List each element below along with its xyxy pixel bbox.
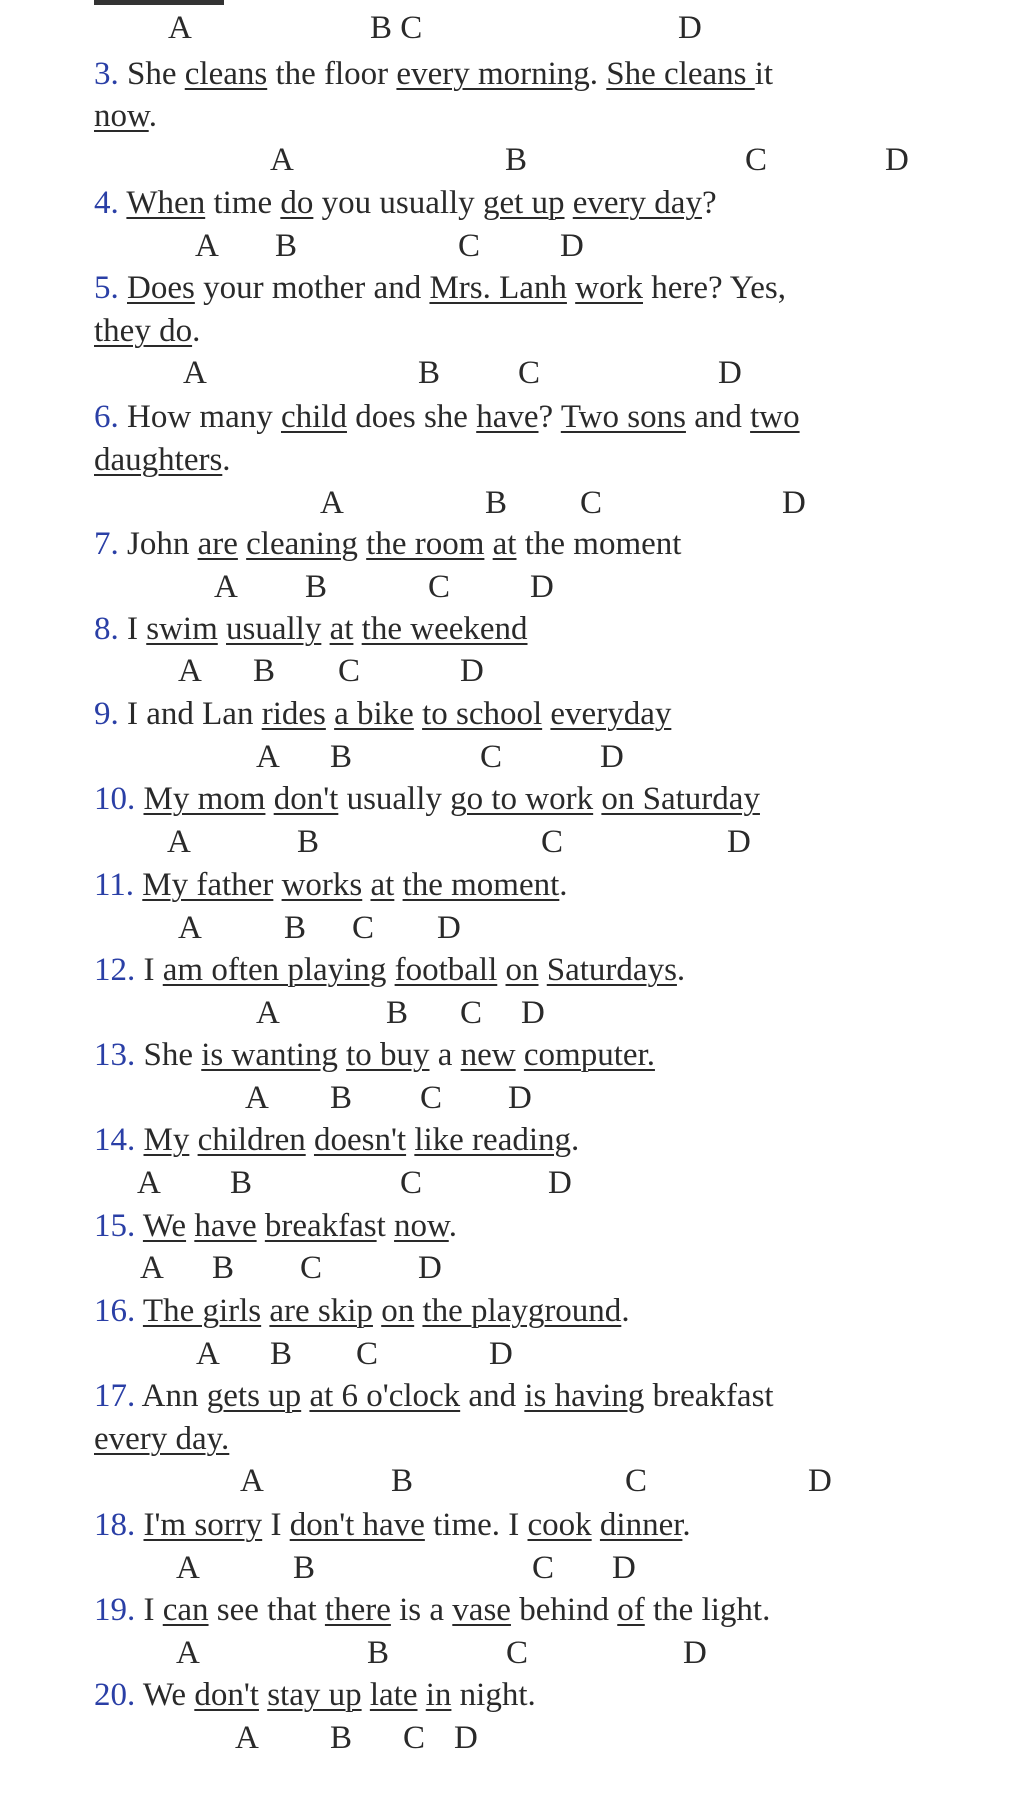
underlined-phrase: new bbox=[460, 1037, 516, 1073]
option-a: A bbox=[140, 1250, 164, 1286]
option-b: B bbox=[293, 1550, 316, 1586]
option-a: A bbox=[240, 1463, 264, 1499]
option-c: C bbox=[625, 1463, 648, 1499]
underlined-phrase: the room bbox=[366, 526, 485, 562]
underlined-phrase: work bbox=[575, 270, 643, 306]
sentence-text: night. bbox=[451, 1677, 536, 1713]
underlined-phrase: rides bbox=[261, 696, 326, 732]
sentence-text bbox=[516, 1037, 524, 1073]
question-continuation bbox=[94, 96, 157, 136]
option-b: B bbox=[253, 653, 276, 689]
question-number: 14. bbox=[94, 1122, 136, 1158]
underlined-phrase: My bbox=[143, 1122, 190, 1158]
sentence-text: t bbox=[376, 1208, 395, 1244]
underlined-phrase: swim bbox=[146, 611, 218, 647]
option-a: A bbox=[245, 1080, 269, 1116]
sentence-text: your mother and bbox=[194, 270, 430, 306]
underlined-phrase: do bbox=[280, 185, 314, 221]
option-d: D bbox=[727, 824, 751, 860]
underlined-phrase: breakfas bbox=[264, 1208, 377, 1244]
underlined-phrase: don't bbox=[273, 781, 339, 817]
question-continuation bbox=[94, 440, 231, 480]
question-number: 13. bbox=[94, 1037, 136, 1073]
sentence-text: the light. bbox=[644, 1592, 771, 1628]
option-c: C bbox=[480, 739, 503, 775]
option-letters bbox=[0, 226, 1024, 266]
question-12 bbox=[94, 950, 685, 990]
sentence-text bbox=[135, 1507, 143, 1543]
underlined-phrase: the weekend bbox=[361, 611, 528, 647]
sentence-text: a bbox=[429, 1037, 461, 1073]
option-c: C bbox=[506, 1635, 529, 1671]
sentence-text bbox=[119, 270, 127, 306]
sentence-text: you usually bbox=[313, 185, 483, 221]
option-a: A bbox=[167, 824, 191, 860]
option-bc: B C bbox=[370, 10, 423, 46]
question-19 bbox=[94, 1590, 770, 1630]
option-b: B bbox=[386, 995, 409, 1031]
sentence-text: . bbox=[676, 952, 686, 988]
option-letters bbox=[0, 353, 1024, 393]
option-a: A bbox=[178, 910, 202, 946]
underlined-phrase: on bbox=[381, 1293, 415, 1329]
question-number: 18. bbox=[94, 1507, 136, 1543]
question-4 bbox=[94, 183, 717, 223]
option-letters bbox=[0, 1633, 1024, 1673]
underlined-phrase: everyday bbox=[550, 696, 672, 732]
question-7 bbox=[94, 524, 681, 564]
sentence-text: here? Yes, bbox=[643, 270, 786, 306]
option-d: D bbox=[683, 1635, 707, 1671]
question-number: 20. bbox=[94, 1677, 136, 1713]
underlined-phrase: to buy bbox=[346, 1037, 430, 1073]
sentence-text bbox=[567, 270, 575, 306]
option-a: A bbox=[137, 1165, 161, 1201]
sentence-text bbox=[394, 867, 402, 903]
option-letters bbox=[0, 908, 1024, 948]
underlined-phrase: at bbox=[329, 611, 354, 647]
sentence-text bbox=[273, 867, 281, 903]
underlined-phrase: to school bbox=[422, 696, 543, 732]
question-15 bbox=[94, 1206, 457, 1246]
sentence-text bbox=[218, 611, 226, 647]
underlined-phrase: have bbox=[194, 1208, 257, 1244]
option-b: B bbox=[391, 1463, 414, 1499]
underlined-phrase: I'm sorry bbox=[143, 1507, 263, 1543]
underlined-phrase: child bbox=[280, 399, 347, 435]
underlined-phrase: every morning bbox=[396, 56, 590, 92]
option-d: D bbox=[548, 1165, 572, 1201]
question-number: 3. bbox=[94, 56, 119, 92]
option-b: B bbox=[330, 739, 353, 775]
option-c: C bbox=[428, 569, 451, 605]
option-b: B bbox=[305, 569, 328, 605]
sentence-text: I and Lan bbox=[118, 696, 262, 732]
sentence-text bbox=[306, 1122, 314, 1158]
sentence-text: breakfast bbox=[644, 1378, 774, 1414]
underlined-phrase: are bbox=[197, 526, 238, 562]
question-number: 19. bbox=[94, 1592, 136, 1628]
sentence-text bbox=[497, 952, 505, 988]
option-letters bbox=[0, 1461, 1024, 1501]
option-a: A bbox=[183, 355, 207, 391]
option-d: D bbox=[530, 569, 554, 605]
underlined-phrase: Does bbox=[127, 270, 195, 306]
sentence-text: . bbox=[559, 867, 568, 903]
option-a: A bbox=[320, 485, 344, 521]
option-a: A bbox=[176, 1635, 200, 1671]
question-number: 12. bbox=[94, 952, 136, 988]
underlined-phrase: cook bbox=[527, 1507, 592, 1543]
sentence-text: time bbox=[205, 185, 281, 221]
sentence-text bbox=[338, 1037, 346, 1073]
option-letters bbox=[0, 993, 1024, 1033]
option-d: D bbox=[885, 142, 909, 178]
underlined-phrase: a bike bbox=[334, 696, 414, 732]
option-d: D bbox=[437, 910, 461, 946]
underlined-phrase: am often playing bbox=[162, 952, 387, 988]
option-c: C bbox=[352, 910, 375, 946]
option-d: D bbox=[454, 1720, 478, 1756]
sentence-text: see that bbox=[208, 1592, 325, 1628]
sentence-text: . bbox=[192, 313, 201, 349]
underlined-phrase: doesn't bbox=[313, 1122, 407, 1158]
sentence-text bbox=[189, 1122, 197, 1158]
option-c: C bbox=[580, 485, 603, 521]
option-letters bbox=[0, 483, 1024, 523]
sentence-text bbox=[135, 781, 143, 817]
sentence-text: is a bbox=[390, 1592, 453, 1628]
option-d: D bbox=[612, 1550, 636, 1586]
option-b: B bbox=[485, 485, 508, 521]
underlined-phrase: gets up bbox=[206, 1378, 302, 1414]
option-b: B bbox=[505, 142, 528, 178]
sentence-text bbox=[257, 1208, 265, 1244]
option-a: A bbox=[176, 1550, 200, 1586]
question-number: 11. bbox=[94, 867, 135, 903]
option-d: D bbox=[489, 1336, 513, 1372]
underlined-phrase: are skip bbox=[269, 1293, 373, 1329]
underlined-phrase: daughters bbox=[94, 442, 223, 478]
underlined-phrase: on bbox=[505, 952, 539, 988]
option-a: A bbox=[270, 142, 294, 178]
option-letters bbox=[0, 1334, 1024, 1374]
question-11 bbox=[94, 865, 568, 905]
option-b: B bbox=[270, 1336, 293, 1372]
underlined-phrase: like reading bbox=[414, 1122, 572, 1158]
sentence-text bbox=[358, 526, 366, 562]
sentence-text bbox=[592, 1507, 600, 1543]
sentence-text bbox=[135, 1122, 143, 1158]
option-b: B bbox=[367, 1635, 390, 1671]
sentence-text: ? bbox=[538, 399, 561, 435]
underlined-phrase: in bbox=[425, 1677, 452, 1713]
underlined-phrase: football bbox=[394, 952, 498, 988]
sentence-text bbox=[362, 1677, 370, 1713]
option-letters bbox=[0, 1163, 1024, 1203]
top-rule bbox=[94, 0, 224, 5]
underlined-phrase: two bbox=[750, 399, 800, 435]
underlined-phrase: cleaning bbox=[246, 526, 358, 562]
underlined-phrase: the moment bbox=[402, 867, 560, 903]
question-13 bbox=[94, 1035, 655, 1075]
question-14 bbox=[94, 1120, 579, 1160]
option-a: A bbox=[195, 228, 219, 264]
question-17 bbox=[94, 1376, 774, 1416]
option-a: A bbox=[235, 1720, 259, 1756]
underlined-phrase: She cleans bbox=[606, 56, 755, 92]
sentence-text: . bbox=[448, 1208, 457, 1244]
sentence-text bbox=[259, 1677, 267, 1713]
option-c: C bbox=[300, 1250, 323, 1286]
option-letters bbox=[0, 1078, 1024, 1118]
sentence-text: and bbox=[460, 1378, 525, 1414]
option-letters bbox=[0, 1718, 1024, 1758]
sentence-text: . bbox=[222, 442, 231, 478]
option-d: D bbox=[808, 1463, 832, 1499]
option-letters bbox=[0, 1548, 1024, 1588]
sentence-text: I bbox=[135, 952, 163, 988]
underlined-phrase: We bbox=[142, 1208, 187, 1244]
underlined-phrase: at 6 o'clock bbox=[309, 1378, 461, 1414]
underlined-phrase: is wanting bbox=[201, 1037, 338, 1073]
underlined-phrase: late bbox=[369, 1677, 418, 1713]
underlined-phrase: don't have bbox=[289, 1507, 425, 1543]
sentence-text: Ann bbox=[135, 1378, 207, 1414]
underlined-phrase: children bbox=[197, 1122, 306, 1158]
option-d: D bbox=[418, 1250, 442, 1286]
option-letters bbox=[0, 651, 1024, 691]
underlined-phrase: stay up bbox=[267, 1677, 362, 1713]
option-d: D bbox=[600, 739, 624, 775]
underlined-phrase: every day. bbox=[94, 1421, 230, 1457]
option-c: C bbox=[458, 228, 481, 264]
option-c: C bbox=[420, 1080, 443, 1116]
sentence-text: I bbox=[118, 611, 147, 647]
option-d: D bbox=[508, 1080, 532, 1116]
option-b: B bbox=[275, 228, 298, 264]
underlined-phrase: now bbox=[94, 98, 149, 134]
option-d: D bbox=[460, 653, 484, 689]
option-a: A bbox=[196, 1336, 220, 1372]
option-letters bbox=[0, 737, 1024, 777]
option-a: A bbox=[214, 569, 238, 605]
question-continuation bbox=[94, 311, 200, 351]
underlined-phrase: Two sons bbox=[560, 399, 686, 435]
underlined-phrase: every day bbox=[572, 185, 702, 221]
question-3 bbox=[94, 54, 773, 94]
option-b: B bbox=[330, 1720, 353, 1756]
underlined-phrase: can bbox=[162, 1592, 209, 1628]
sentence-text: She bbox=[118, 56, 185, 92]
option-d: D bbox=[782, 485, 806, 521]
option-d: D bbox=[678, 10, 702, 46]
underlined-phrase: at bbox=[492, 526, 517, 562]
sentence-text bbox=[414, 696, 422, 732]
option-c: C bbox=[460, 995, 483, 1031]
sentence-text: I bbox=[135, 1592, 163, 1628]
sentence-text bbox=[265, 781, 273, 817]
option-a: A bbox=[168, 10, 192, 46]
sentence-text: John bbox=[118, 526, 198, 562]
option-letters-top bbox=[0, 8, 1024, 48]
option-d: D bbox=[560, 228, 584, 264]
sentence-text bbox=[418, 1677, 426, 1713]
option-b: B bbox=[284, 910, 307, 946]
underlined-phrase: Saturdays bbox=[546, 952, 677, 988]
sentence-text: the floor bbox=[267, 56, 397, 92]
question-number: 5. bbox=[94, 270, 119, 306]
underlined-phrase: is having bbox=[524, 1378, 645, 1414]
sentence-text: I bbox=[262, 1507, 290, 1543]
sentence-text bbox=[373, 1293, 381, 1329]
option-b: B bbox=[330, 1080, 353, 1116]
sentence-text bbox=[135, 1208, 143, 1244]
question-number: 7. bbox=[94, 526, 119, 562]
sentence-text bbox=[326, 696, 334, 732]
sentence-text bbox=[238, 526, 246, 562]
sentence-text bbox=[386, 952, 394, 988]
sentence-text: and bbox=[685, 399, 751, 435]
question-6 bbox=[94, 397, 800, 437]
underlined-phrase: vase bbox=[452, 1592, 511, 1628]
sentence-text: How many bbox=[118, 399, 281, 435]
option-a: A bbox=[256, 739, 280, 775]
question-number: 15. bbox=[94, 1208, 136, 1244]
question-continuation bbox=[94, 1419, 229, 1459]
sentence-text bbox=[362, 867, 370, 903]
question-number: 9. bbox=[94, 696, 119, 732]
question-number: 4. bbox=[94, 185, 119, 221]
question-10 bbox=[94, 779, 760, 819]
sentence-text: the moment bbox=[516, 526, 682, 562]
option-a: A bbox=[256, 995, 280, 1031]
option-c: C bbox=[338, 653, 361, 689]
sentence-text: behind bbox=[510, 1592, 618, 1628]
option-c: C bbox=[532, 1550, 555, 1586]
option-c: C bbox=[745, 142, 768, 178]
sentence-text: usually bbox=[338, 781, 451, 817]
option-letters bbox=[0, 567, 1024, 607]
option-c: C bbox=[541, 824, 564, 860]
underlined-phrase: now bbox=[394, 1208, 449, 1244]
underlined-phrase: Mrs. Lanh bbox=[429, 270, 567, 306]
underlined-phrase: get up bbox=[482, 185, 565, 221]
underlined-phrase: don't bbox=[194, 1677, 259, 1713]
underlined-phrase: When bbox=[126, 185, 206, 221]
underlined-phrase: at bbox=[370, 867, 395, 903]
sentence-text: . bbox=[589, 56, 607, 92]
question-9 bbox=[94, 694, 671, 734]
option-c: C bbox=[403, 1720, 426, 1756]
option-letters bbox=[0, 1248, 1024, 1288]
sentence-text: it bbox=[754, 56, 774, 92]
underlined-phrase: of bbox=[617, 1592, 645, 1628]
underlined-phrase: cleans bbox=[184, 56, 268, 92]
sentence-text: We bbox=[135, 1677, 195, 1713]
option-b: B bbox=[212, 1250, 235, 1286]
underlined-phrase: there bbox=[324, 1592, 391, 1628]
option-d: D bbox=[521, 995, 545, 1031]
sentence-text bbox=[484, 526, 492, 562]
option-letters bbox=[0, 822, 1024, 862]
sentence-text: . bbox=[148, 98, 157, 134]
option-b: B bbox=[297, 824, 320, 860]
option-b: B bbox=[230, 1165, 253, 1201]
underlined-phrase: usually bbox=[226, 611, 322, 647]
underlined-phrase: the playground bbox=[422, 1293, 622, 1329]
question-5 bbox=[94, 268, 786, 308]
option-c: C bbox=[518, 355, 541, 391]
sentence-text: time. I bbox=[424, 1507, 528, 1543]
sentence-text: . bbox=[682, 1507, 691, 1543]
underlined-phrase: My mom bbox=[143, 781, 266, 817]
sentence-text bbox=[321, 611, 329, 647]
option-b: B bbox=[418, 355, 441, 391]
sentence-text bbox=[353, 611, 361, 647]
sentence-text: She bbox=[135, 1037, 202, 1073]
underlined-phrase: dinner bbox=[599, 1507, 683, 1543]
question-8 bbox=[94, 609, 528, 649]
sentence-text bbox=[565, 185, 573, 221]
option-a: A bbox=[178, 653, 202, 689]
option-letters bbox=[0, 140, 1024, 180]
sentence-text: . bbox=[621, 1293, 630, 1329]
question-18 bbox=[94, 1505, 691, 1545]
sentence-text: ? bbox=[701, 185, 717, 221]
underlined-phrase: on Saturday bbox=[601, 781, 760, 817]
question-number: 17. bbox=[94, 1378, 136, 1414]
underlined-phrase: they do bbox=[94, 313, 193, 349]
underlined-phrase: go to work bbox=[450, 781, 594, 817]
sentence-text bbox=[539, 952, 547, 988]
question-16 bbox=[94, 1291, 630, 1331]
question-number: 16. bbox=[94, 1293, 136, 1329]
underlined-phrase: My father bbox=[142, 867, 274, 903]
question-number: 8. bbox=[94, 611, 119, 647]
option-c: C bbox=[400, 1165, 423, 1201]
sentence-text bbox=[135, 1293, 143, 1329]
sentence-text: . bbox=[571, 1122, 580, 1158]
underlined-phrase: computer. bbox=[523, 1037, 655, 1073]
underlined-phrase: works bbox=[281, 867, 363, 903]
option-d: D bbox=[718, 355, 742, 391]
question-number: 10. bbox=[94, 781, 136, 817]
underlined-phrase: The girls bbox=[142, 1293, 262, 1329]
underlined-phrase: have bbox=[476, 399, 539, 435]
question-20 bbox=[94, 1675, 536, 1715]
question-number: 6. bbox=[94, 399, 119, 435]
option-c: C bbox=[356, 1336, 379, 1372]
sentence-text: does she bbox=[346, 399, 477, 435]
